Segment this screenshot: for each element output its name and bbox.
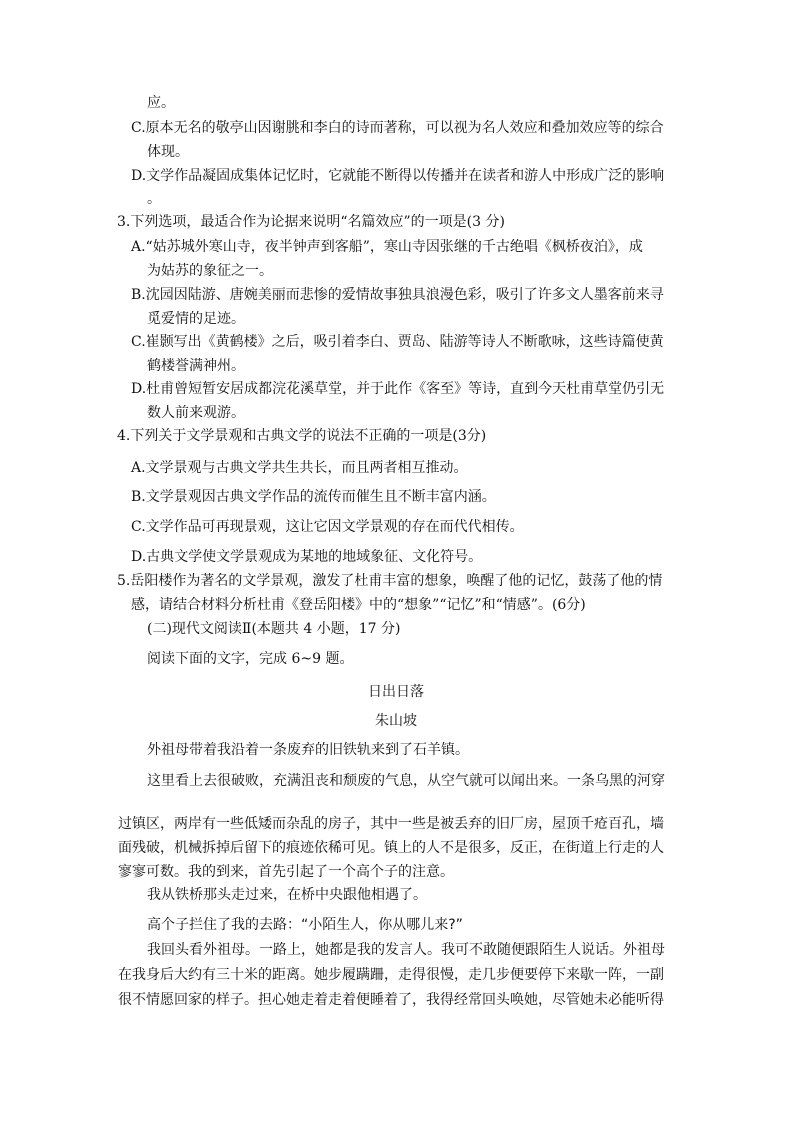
q3-option-a-line2: 为姑苏的象征之一。 <box>147 263 273 279</box>
q5-line1: 5.岳阳楼作为著名的文学景观，激发了杜甫丰富的想象，唤醒了他的记忆，鼓荡了他的情 <box>117 573 663 589</box>
story-paragraph-5-line3: 很不情愿回家的样子。担心她走着走着便睡着了，我得经常回头唤她，尽管她未必能听得 <box>118 992 664 1008</box>
story-paragraph-5-line2: 在我身后大约有三十米的距离。她步履蹒跚，走得很慢，走几步便要停下来歇一阵，一副 <box>118 967 664 983</box>
story-paragraph-2-line3: 面残破，机械拆掉后留下的痕迹依稀可见。镇上的人不是很多，反正，在街道上行走的人 <box>118 840 664 856</box>
section2-instruction: 阅读下面的文字，完成 6~9 题。 <box>147 651 354 667</box>
q3-option-c-line2: 鹤楼誉满神州。 <box>147 358 245 374</box>
q3-option-a-line1: A.“姑苏城外寒山寺，夜半钟声到客船”，寒山寺因张继的千古绝唱《枫桥夜泊》，成 <box>131 239 643 255</box>
story-paragraph-2-line1: 这里看上去很破败，充满沮丧和颓废的气息，从空气就可以闻出来。一条乌黑的河穿 <box>147 773 665 789</box>
q2-option-d-line2: 。 <box>147 191 161 207</box>
q4-option-b: B.文学景观因古典文学作品的流传而催生且不断丰富内涵。 <box>131 489 496 505</box>
q4-option-a: A.文学景观与古典文学共生共长，而且两者相互推动。 <box>131 460 468 476</box>
q3-option-d-line2: 数人前来观游。 <box>147 405 245 421</box>
story-paragraph-1: 外祖母带着我沿着一条废弃的旧铁轨来到了石羊镇。 <box>147 742 469 758</box>
section2-header: (二)现代文阅读Ⅱ(本题共 4 小题，17 分) <box>147 621 401 637</box>
q4-option-d: D.古典文学使文学景观成为某地的地域象征、文化符号。 <box>131 549 483 565</box>
q5-line2: 感，请结合材料分析杜甫《登岳阳楼》中的“想象”“记忆”和“情感”。(6分) <box>131 597 586 613</box>
story-title: 日出日落 <box>368 684 424 700</box>
q3-stem: 3.下列选项，最适合作为论据来说明“名篇效应”的一项是(3 分) <box>117 214 505 230</box>
option-b-continuation: 应。 <box>147 95 175 111</box>
story-paragraph-2-line4: 寥寥可数。我的到来，首先引起了一个高个子的注意。 <box>118 864 454 880</box>
story-paragraph-3: 我从铁桥那头走过来，在桥中央跟他相遇了。 <box>147 887 427 903</box>
story-paragraph-2-line2: 过镇区，两岸有一些低矮而杂乱的房子，其中一些是被丢弃的旧厂房，屋顶千疮百孔，墙 <box>118 816 664 832</box>
q2-option-c-line1: C.原本无名的敬亭山因谢朓和李白的诗而著称，可以视为名人效应和叠加效应等的综合 <box>131 120 664 136</box>
q4-stem: 4.下列关于文学景观和古典文学的说法不正确的一项是(3分) <box>117 428 487 444</box>
q3-option-b-line1: B.沈园因陆游、唐婉美丽而悲惨的爱情故事独具浪漫色彩，吸引了许多文人墨客前来寻 <box>131 287 664 303</box>
story-author: 朱山坡 <box>375 713 417 729</box>
q3-option-c-line1: C.崔颢写出《黄鹤楼》之后，吸引着李白、贾岛、陆游等诗人不断歌咏，这些诗篇使黄 <box>131 334 664 350</box>
q4-option-c: C.文学作品可再现景观，这让它因文学景观的存在而代代相传。 <box>131 519 524 535</box>
q2-option-c-line2: 体现。 <box>147 144 189 160</box>
q2-option-d-line1: D.文学作品凝固成集体记忆时，它就能不断得以传播并在读者和游人中形成广泛的影响 <box>131 168 665 184</box>
story-paragraph-5-line1: 我回头看外祖母。一路上，她都是我的发言人。我可不敢随便跟陌生人说话。外祖母 <box>147 942 665 958</box>
q3-option-d-line1: D.杜甫曾短暂安居成都浣花溪草堂，并于此作《客至》等诗，直到今天杜甫草堂仍引无 <box>131 381 665 397</box>
q3-option-b-line2: 觅爱情的足迹。 <box>147 311 245 327</box>
story-paragraph-4: 高个子拦住了我的去路：“小陌生人，你从哪儿来?” <box>147 917 463 933</box>
